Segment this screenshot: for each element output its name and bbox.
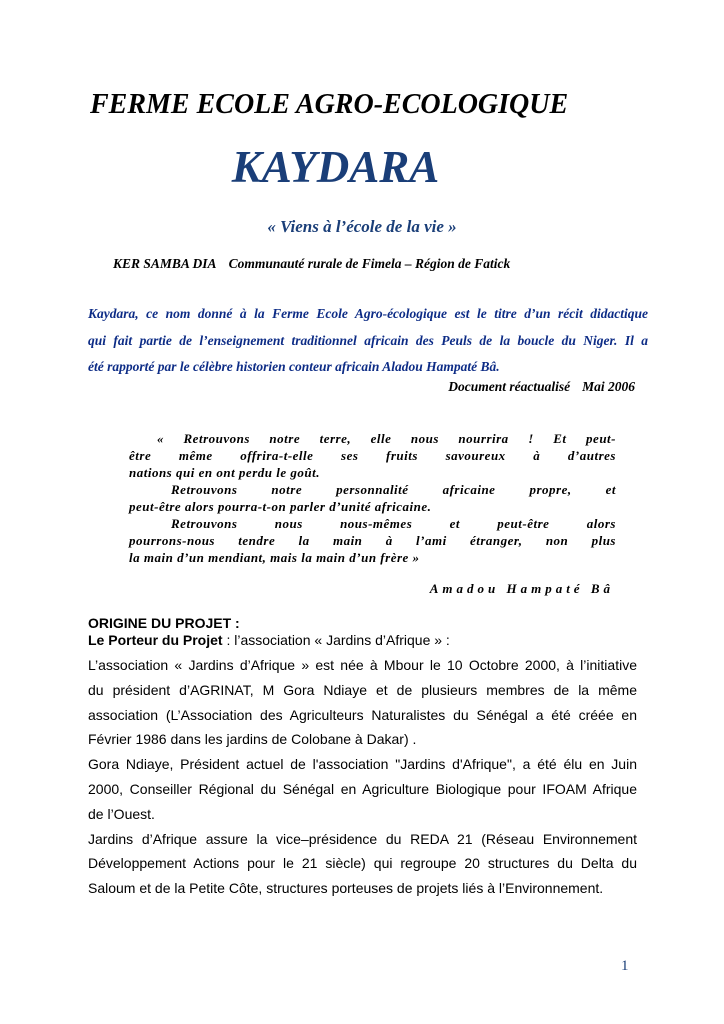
origin-section <box>88 615 637 901</box>
motto: « Viens à l’école de la vie » <box>267 217 457 236</box>
paragraph-line: Saloum et de la Petite Côte, structures porteuses de projets liés à l’Environnement. <box>88 880 604 897</box>
origin-paragraph <box>88 752 637 826</box>
quote-line: Retrouvons notre personnalité africaine propre, et <box>171 482 616 497</box>
location-region: Communauté rurale de Fimela – Région de Fatick <box>228 256 511 271</box>
paragraph-line: Jardins d’Afrique assure la vice–présidence du REDA 21 (Réseau Environnement <box>88 830 637 847</box>
farm-name-heading: KAYDARA <box>231 142 440 192</box>
quote-line: Retrouvons nous nous-mêmes et peut-être alors <box>171 516 616 531</box>
paragraph-line: Gora Ndiaye, Président actuel de l'association "Jardins d'Afrique", a été élu en Juin <box>88 756 637 773</box>
quote-line: « Retrouvons notre terre, elle nous nourrira ! Et peut- <box>157 431 616 446</box>
quote-author: Amadou Hampaté Bâ <box>429 581 614 596</box>
paragraph-line: L’association « Jardins d’Afrique » est née à Mbour le 10 Octobre 2000, à l’initiative <box>88 657 637 673</box>
quote-line: pourrons-nous tendre la main à l’ami étranger, non plus <box>129 533 616 548</box>
quote-block <box>129 430 616 566</box>
page-number: 1 <box>621 958 629 974</box>
document-status <box>448 379 635 395</box>
porteur-line <box>88 631 637 649</box>
paragraph-line: Février 1986 dans les jardins de Colobane à Dakar) . <box>88 731 417 748</box>
quote-line: nations qui en ont perdu le goût. <box>129 465 320 480</box>
paragraph-line: du président d’AGRINAT, M Gora Ndiaye et de plusieurs membres de la même <box>88 681 637 698</box>
intro-line: été rapporté par le célèbre historien conteur africain Aladou Hampaté Bâ. <box>88 359 500 374</box>
location-place: KER SAMBA DIA <box>113 256 217 271</box>
porteur-label: Le Porteur du Projet <box>88 632 223 648</box>
intro-line: qui fait partie de l’enseignement traditionnel africain des Peuls de la boucle du Niger. Il a <box>88 332 648 348</box>
intro-line: Kaydara, ce nom donné à la Ferme Ecole Agro-écologique est le titre d’un récit didactique <box>88 306 648 321</box>
document-status-date: Mai 2006 <box>582 379 635 394</box>
quote-line: peut-être alors pourra-t-on parler d’unité africaine. <box>129 499 432 514</box>
paragraph-line: de l’Ouest. <box>88 805 155 822</box>
document-status-label: Document réactualisé <box>448 379 571 394</box>
origin-paragraph <box>88 653 637 752</box>
intro-paragraph <box>88 301 648 381</box>
paragraph-line: Développement Actions pour le 21 siècle) qui regroupe 20 structures du Delta du <box>88 855 637 872</box>
origin-paragraph <box>88 827 637 901</box>
paragraph-line: association (L’Association des Agriculteurs Naturalistes du Sénégal a été créée en <box>88 706 637 723</box>
porteur-value: : l’association « Jardins d’Afrique » : <box>222 632 450 648</box>
document-title: FERME ECOLE AGRO-ECOLOGIQUE <box>90 89 569 120</box>
paragraph-line: 2000, Conseiller Régional du Sénégal en Agriculture Biologique pour IFOAM Afrique <box>88 780 637 797</box>
location-line <box>113 256 510 272</box>
quote-line: être même offrira-t-elle ses fruits savoureux à d’autres <box>129 448 616 463</box>
section-heading: ORIGINE DU PROJET : <box>88 615 240 631</box>
quote-line: la main d’un mendiant, mais la main d’un frère » <box>129 550 420 565</box>
